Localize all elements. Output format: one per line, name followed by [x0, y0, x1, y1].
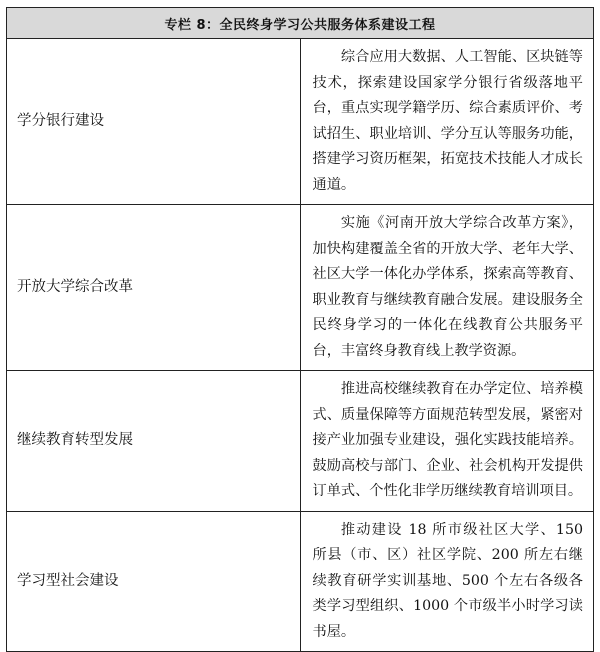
row-content-continuing-education: 推进高校继续教育在办学定位、培养模式、质量保障等方面规范转型发展，紧密对接产业加强专业建设，强化实践技能培养。鼓励高校与部门、企业、社会机构开发提供订单式、个性化非学历继续教育培训项目。	[300, 371, 594, 512]
row-label-open-university: 开放大学综合改革	[7, 205, 301, 371]
row-label-learning-society: 学习型社会建设	[7, 511, 301, 652]
row-content-open-university: 实施《河南开放大学综合改革方案》，加快构建覆盖全省的开放大学、老年大学、社区大学一体化办学体系，探索高等教育、职业教育与继续教育融合发展。建设服务全民终身学习的一体化在线教育公共服务平台，丰富终身教育线上教学资源。	[300, 205, 594, 371]
row-label-continuing-education: 继续教育转型发展	[7, 371, 301, 512]
row-content-learning-society: 推动建设 18 所市级社区大学、150 所县（市、区）社区学院、200 所左右继续教育研学实训基地、500 个左右各级各类学习型组织、1000 个市级半小时学习读书屋。	[300, 511, 594, 652]
table-row	[7, 205, 594, 371]
table-row	[7, 371, 594, 512]
table-row	[7, 511, 594, 652]
row-content-credit-bank: 综合应用大数据、人工智能、区块链等技术，探索建设国家学分银行省级落地平台，重点实现学籍学历、综合素质评价、考试招生、职业培训、学分互认等服务功能，搭建学习资历框架，拓宽技术技能人才成长通道。	[300, 39, 594, 205]
box-title: 专栏 8：全民终身学习公共服务体系建设工程	[7, 8, 594, 39]
row-label-credit-bank: 学分银行建设	[7, 39, 301, 205]
column-box-table	[6, 7, 594, 652]
table-row	[7, 39, 594, 205]
title-row	[7, 8, 594, 39]
